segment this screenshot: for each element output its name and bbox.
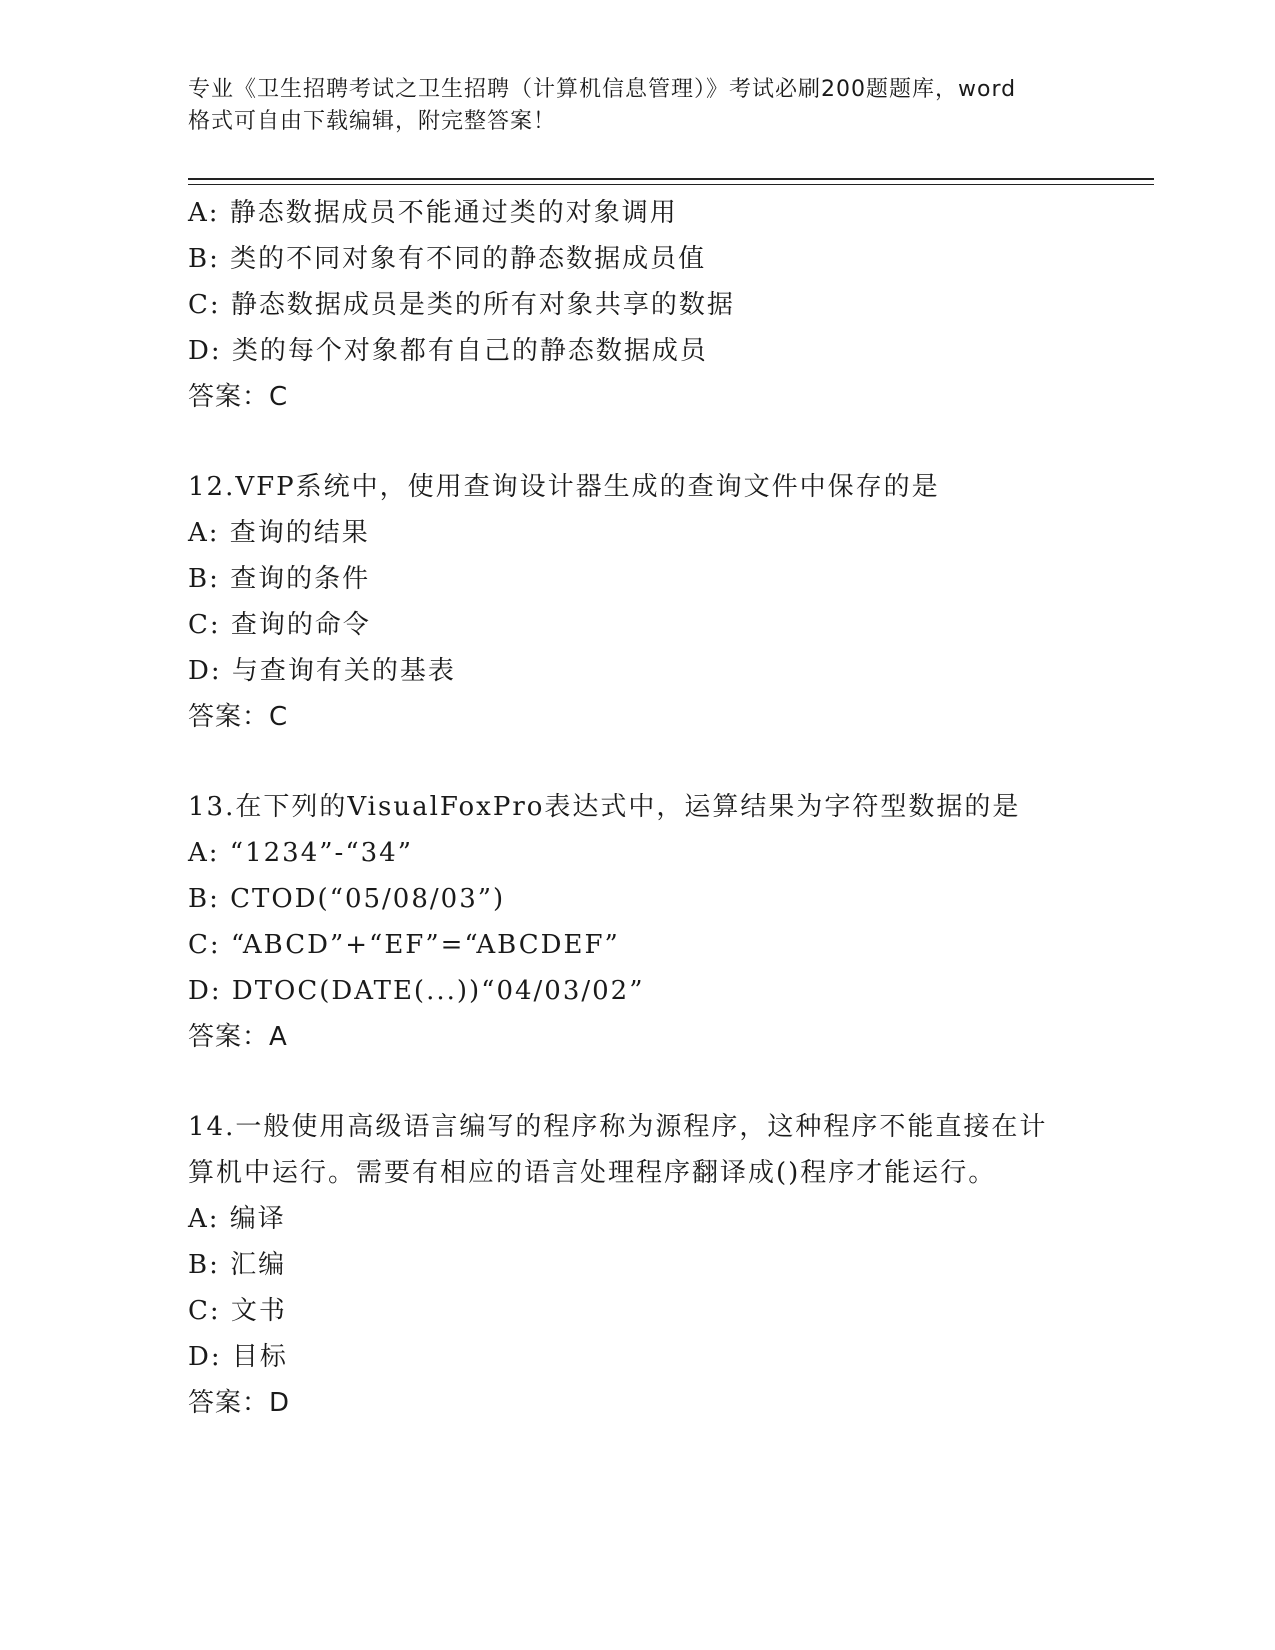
q12-option-d: D: 与查询有关的基表 [188,656,456,686]
q14-option-d: D: 目标 [188,1342,288,1372]
q14-option-a: A: 编译 [188,1204,286,1234]
header-rule-thin [188,184,1154,185]
question-content [188,190,1088,1426]
q14-question-line-2: 算机中运行。需要有相应的语言处理程序翻译成()程序才能运行。 [188,1158,997,1188]
q12-question: 12.VFP系统中，使用查询设计器生成的查询文件中保存的是 [188,472,940,502]
q11-option-b: B: 类的不同对象有不同的静态数据成员值 [188,244,707,274]
q12-option-a: A: 查询的结果 [188,518,370,548]
question-13-block [188,784,1088,1060]
q13-option-c: C: “ABCD”+“EF”=“ABCDEF” [188,930,620,960]
q12-answer: 答案：C [188,702,289,732]
document-header [188,74,1088,138]
header-line-2: 格式可自由下载编辑，附完整答案！ [188,109,557,134]
q11-option-d: D: 类的每个对象都有自己的静态数据成员 [188,336,708,366]
question-12-block [188,464,1088,740]
q13-answer: 答案：A [188,1022,288,1052]
spacer [188,420,1088,464]
q13-option-d: D: DTOC(DATE(...))“04/03/02” [188,976,645,1006]
q13-option-b: B: CTOD(“05/08/03”) [188,884,506,914]
q11-answer: 答案：C [188,382,289,412]
q14-question-line-1: 14.一般使用高级语言编写的程序称为源程序，这种程序不能直接在计 [188,1112,1048,1142]
q12-option-c: C: 查询的命令 [188,610,371,640]
q14-answer: 答案：D [188,1388,291,1418]
question-14-block [188,1104,1088,1426]
question-11-block [188,190,1088,420]
q13-question: 13.在下列的VisualFoxPro表达式中，运算结果为字符型数据的是 [188,792,1021,822]
spacer [188,740,1088,784]
header-rule-thick [188,178,1154,180]
q11-option-a: A: 静态数据成员不能通过类的对象调用 [188,198,678,228]
q11-option-c: C: 静态数据成员是类的所有对象共享的数据 [188,290,735,320]
q14-option-c: C: 文书 [188,1296,287,1326]
q14-option-b: B: 汇编 [188,1250,287,1280]
q12-option-b: B: 查询的条件 [188,564,371,594]
header-line-1: 专业《卫生招聘考试之卫生招聘（计算机信息管理）》考试必刷200题题库，word [188,77,1017,102]
spacer [188,1060,1088,1104]
q13-option-a: A: “1234”-“34” [188,838,414,868]
